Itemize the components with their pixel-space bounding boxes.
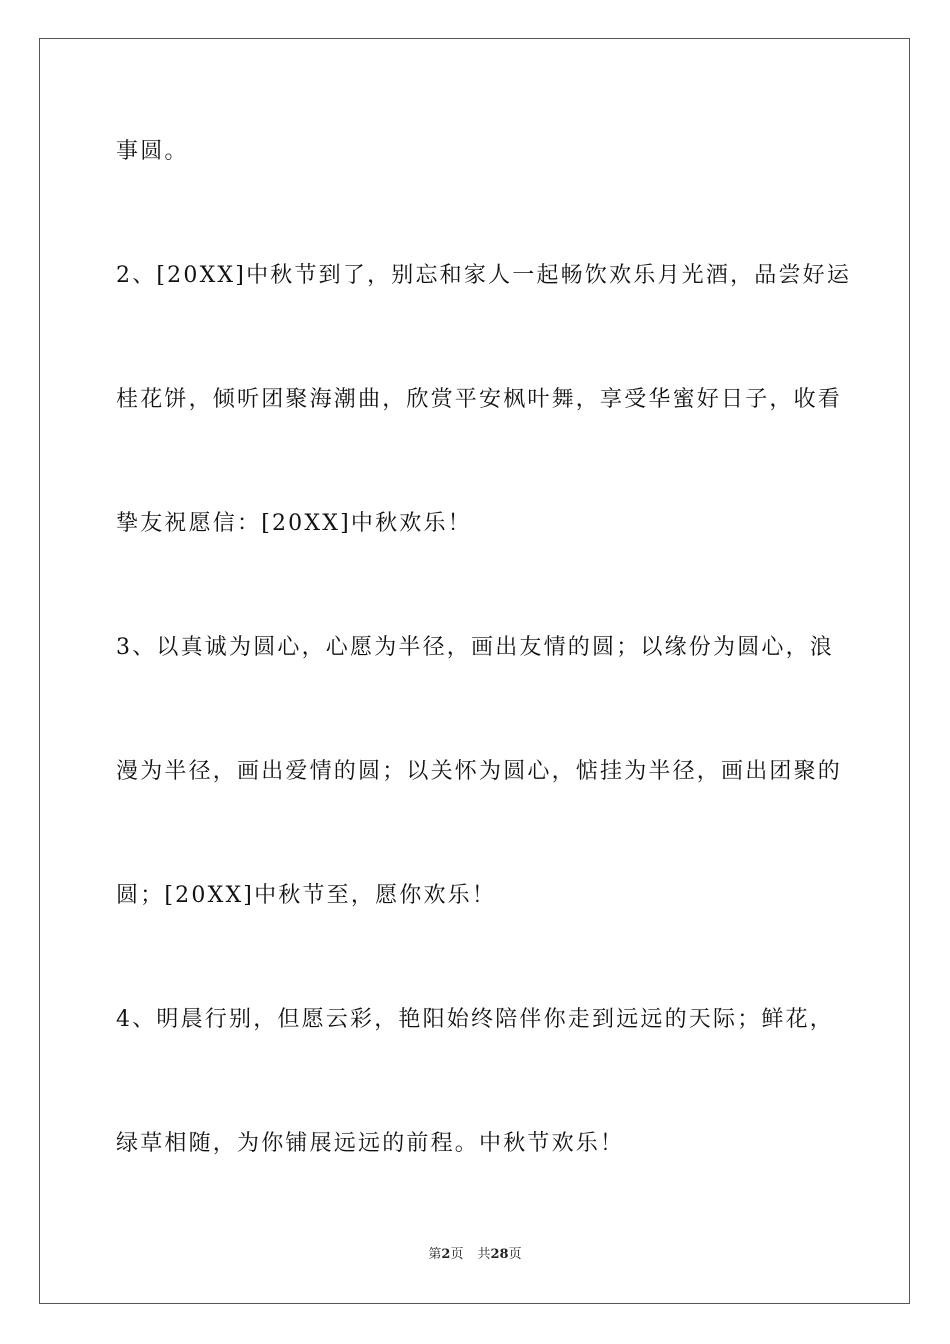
total-pages: 28 [490, 1247, 509, 1262]
body-line-2: 2、[20XX]中秋节到了，别忘和家人一起畅饮欢乐月光酒，品尝好运 [116, 263, 852, 288]
total-suffix: 页 [508, 1247, 522, 1262]
body-line-7: 圆；[20XX]中秋节至，愿你欢乐！ [116, 883, 497, 908]
page-suffix: 页 [450, 1247, 464, 1262]
body-line-5: 3、以真诚为圆心，心愿为半径，画出友情的圆；以缘份为圆心，浪 [116, 635, 834, 660]
body-line-6: 漫为半径，画出爱情的圆；以关怀为圆心，惦挂为半径，画出团聚的 [116, 759, 843, 784]
page-prefix: 第 [428, 1247, 442, 1262]
body-line-1: 事圆。 [116, 139, 189, 164]
page-number: 2 [441, 1247, 451, 1262]
page-border [39, 38, 910, 1304]
page-footer [0, 1246, 950, 1264]
body-line-8: 4、明晨行别，但愿云彩，艳阳始终陪伴你走到远远的天际；鲜花， [116, 1007, 834, 1032]
body-line-9: 绿草相随，为你铺展远远的前程。中秋节欢乐！ [116, 1131, 625, 1156]
total-prefix: 共 [477, 1247, 491, 1262]
body-line-4: 挚友祝愿信：[20XX]中秋欢乐！ [116, 511, 472, 536]
body-line-3: 桂花饼，倾听团聚海潮曲，欣赏平安枫叶舞，享受华蜜好日子，收看 [116, 387, 843, 412]
